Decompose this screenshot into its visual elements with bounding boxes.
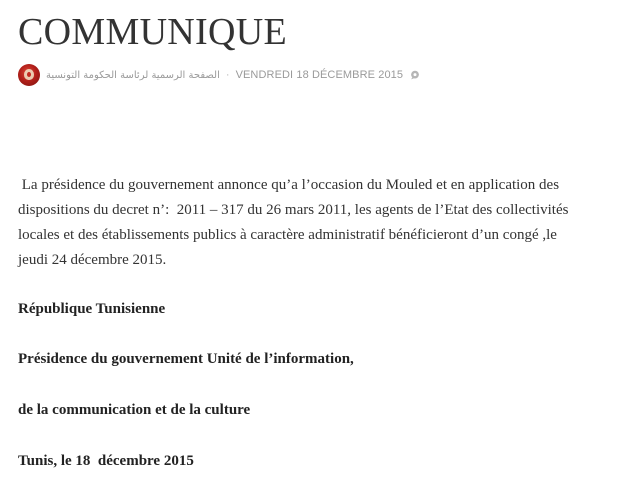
- signature-country: République Tunisienne: [18, 301, 166, 317]
- signature-department: de la communication et de la culture: [18, 402, 251, 418]
- signature-office: Présidence du gouvernement Unité de l’information,: [18, 351, 354, 367]
- article-body: La présidence du gouvernement annonce qu’a l’occasion du Mouled et en application des dispositions du decret n’: 2011 – 317 du 26 mars 2011, les agents de l’Etat des collectivités locales et des établissements publics à caractère administratif bénéficieront d’un congé ,le jeudi 24 décembre 2015.: [18, 177, 569, 268]
- tunisia-emblem-avatar: [24, 69, 34, 80]
- page-title: COMMUNIQUE: [18, 11, 287, 53]
- author-avatar[interactable]: [18, 64, 40, 86]
- post-meta: [18, 63, 420, 87]
- post-date[interactable]: VENDREDI 18 DÉCEMBRE 2015: [235, 69, 404, 81]
- signature-place-date: Tunis, le 18 décembre 2015: [18, 453, 194, 469]
- comment-bubble-icon[interactable]: [410, 70, 420, 80]
- meta-separator: ·: [225, 69, 230, 81]
- author-link[interactable]: الصفحة الرسمية لرئاسة الحكومة التونسية: [46, 69, 220, 81]
